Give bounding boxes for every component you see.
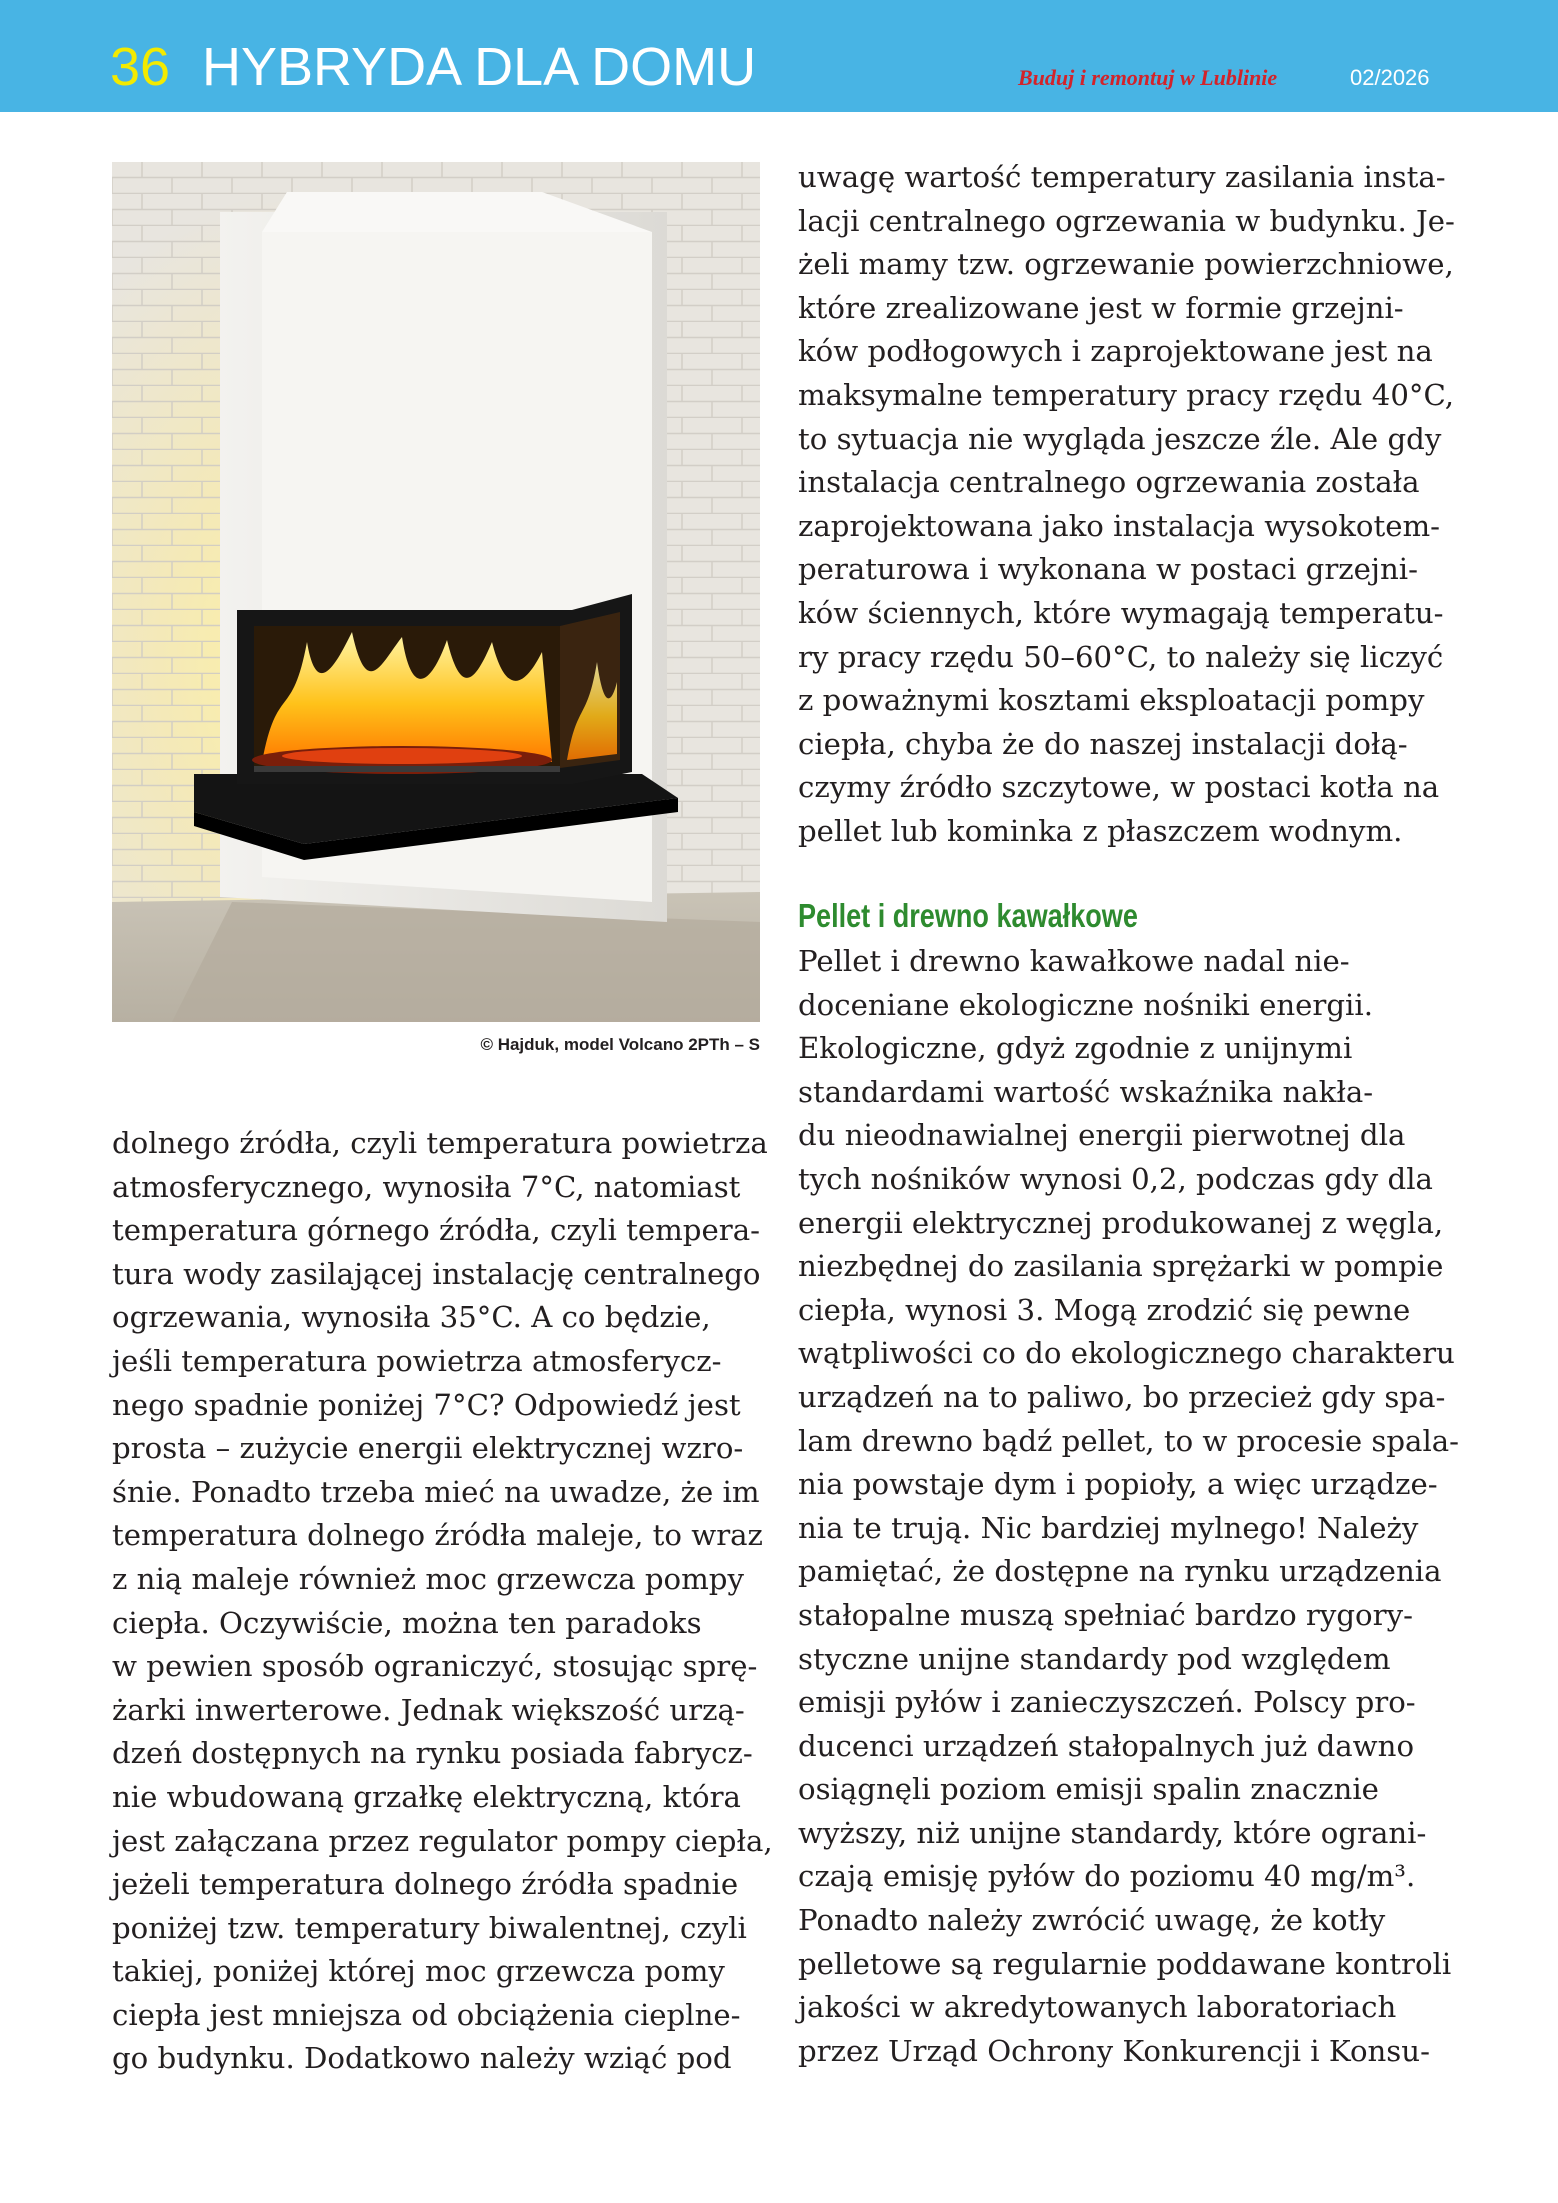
text-line: śnie. Ponadto trzeba mieć na uwadze, że im bbox=[112, 1474, 760, 1509]
subheading: Pellet i drewno kawałkowe bbox=[798, 897, 1138, 934]
text-line: w pewien sposób ograniczyć, stosując sprę- bbox=[112, 1649, 758, 1684]
text-line: peraturowa i wykonana w postaci grzejni- bbox=[798, 552, 1418, 587]
text-line: dzeń dostępnych na rynku posiada fabrycz- bbox=[112, 1736, 753, 1771]
text-line: du nieodnawialnej energii pierwotnej dla bbox=[798, 1118, 1406, 1153]
text-line: żarki inwerterowe. Jednak większość urzą- bbox=[112, 1692, 745, 1727]
text-line: ciepła, chyba że do naszej instalacji dołą- bbox=[798, 726, 1408, 761]
text-line: przez Urząd Ochrony Konkurencji i Konsu- bbox=[798, 2033, 1430, 2068]
text-line: tych nośników wynosi 0,2, podczas gdy dla bbox=[798, 1161, 1433, 1196]
text-line: doceniane ekologiczne nośniki energii. bbox=[798, 987, 1373, 1022]
text-line: nego spadnie poniżej 7°C? Odpowiedź jest bbox=[112, 1387, 741, 1422]
text-line: pamiętać, że dostępne na rynku urządzenia bbox=[798, 1554, 1442, 1589]
text-line: jeżeli temperatura dolnego źródła spadnie bbox=[112, 1867, 739, 1902]
text-line: które zrealizowane jest w formie grzejni- bbox=[798, 290, 1404, 325]
left-column-text bbox=[112, 1122, 773, 2081]
text-line: osiągnęli poziom emisji spalin znacznie bbox=[798, 1772, 1379, 1807]
text-line: nia powstaje dym i popioły, a więc urządze- bbox=[798, 1467, 1438, 1502]
text-line: jest załączana przez regulator pompy ciepła, bbox=[112, 1823, 773, 1858]
text-line: lam drewno bądź pellet, to w procesie spala- bbox=[798, 1423, 1460, 1458]
text-line: ducenci urządzeń stałopalnych już dawno bbox=[798, 1728, 1415, 1763]
magazine-name: Buduj i remontuj w Lublinie bbox=[1018, 65, 1278, 90]
text-line: ciepła jest mniejsza od obciążenia cieplne- bbox=[112, 1997, 741, 2032]
right-column-text-bottom bbox=[798, 940, 1460, 2073]
text-line: czają emisję pyłów do poziomu 40 mg/m³. bbox=[798, 1859, 1416, 1894]
text-line: jakości w akredytowanych laboratoriach bbox=[798, 1990, 1397, 2025]
text-line: wyższy, niż unijne standardy, które ograni- bbox=[798, 1815, 1427, 1850]
page-number: 36 bbox=[110, 37, 171, 97]
text-line: styczne unijne standardy pod względem bbox=[798, 1641, 1391, 1676]
text-line: to sytuacja nie wygląda jeszcze źle. Ale gdy bbox=[798, 421, 1442, 456]
fireplace-photo bbox=[112, 162, 760, 1022]
text-line: tura wody zasilającej instalację centralnego bbox=[112, 1256, 761, 1291]
text-line: energii elektrycznej produkowanej z węgla, bbox=[798, 1205, 1444, 1240]
text-line: Ponadto należy zwrócić uwagę, że kotły bbox=[798, 1903, 1386, 1938]
text-line: niezbędnej do zasilania sprężarki w pompie bbox=[798, 1249, 1444, 1284]
text-line: go budynku. Dodatkowo należy wziąć pod bbox=[112, 2041, 732, 2076]
text-line: ków ściennych, które wymagają temperatu- bbox=[798, 595, 1444, 630]
text-line: pellet lub kominka z płaszczem wodnym. bbox=[798, 813, 1403, 848]
text-line: nia te trują. Nic bardziej mylnego! Należy bbox=[798, 1510, 1419, 1545]
text-line: Pellet i drewno kawałkowe nadal nie- bbox=[798, 944, 1350, 978]
text-line: z poważnymi kosztami eksploatacji pompy bbox=[798, 683, 1425, 718]
text-line: nie wbudowaną grzałkę elektryczną, która bbox=[112, 1779, 741, 1814]
photo-credit: © Hajduk, model Volcano 2PTh – S bbox=[480, 1035, 760, 1054]
text-line: ciepła, wynosi 3. Mogą zrodzić się pewne bbox=[798, 1292, 1411, 1327]
text-line: lacji centralnego ogrzewania w budynku. Je- bbox=[798, 203, 1455, 238]
text-line: prosta – zużycie energii elektrycznej wzro- bbox=[112, 1431, 744, 1466]
text-line: z nią maleje również moc grzewcza pompy bbox=[112, 1561, 744, 1596]
text-line: emisji pyłów i zanieczyszczeń. Polscy pro- bbox=[798, 1685, 1416, 1720]
right-column-text-top bbox=[798, 156, 1455, 854]
text-line: instalacja centralnego ogrzewania została bbox=[798, 465, 1420, 500]
text-line: standardami wartość wskaźnika nakła- bbox=[798, 1074, 1374, 1109]
text-line: pelletowe są regularnie poddawane kontroli bbox=[798, 1946, 1452, 1981]
text-line: stałopalne muszą spełniać bardzo rygory- bbox=[798, 1597, 1413, 1632]
text-line: uwagę wartość temperatury zasilania insta- bbox=[798, 160, 1446, 194]
text-line: urządzeń na to paliwo, bo przecież gdy spa- bbox=[798, 1379, 1446, 1414]
text-line: wątpliwości co do ekologicznego charakteru bbox=[798, 1336, 1455, 1371]
text-line: takiej, poniżej której moc grzewcza pomy bbox=[112, 1954, 725, 1989]
text-line: poniżej tzw. temperatury biwalentnej, czyli bbox=[112, 1910, 747, 1945]
text-line: ciepła. Oczywiście, można ten paradoks bbox=[112, 1605, 702, 1640]
text-line: zaprojektowana jako instalacja wysokotem- bbox=[798, 508, 1441, 543]
text-line: temperatura dolnego źródła maleje, to wraz bbox=[112, 1518, 763, 1553]
issue-number: 02/2026 bbox=[1350, 65, 1430, 90]
text-line: dolnego źródła, czyli temperatura powietrza bbox=[112, 1126, 768, 1160]
text-line: ry pracy rzędu 50–60°C, to należy się liczyć bbox=[798, 639, 1444, 674]
page-header bbox=[0, 0, 1558, 112]
text-line: ków podłogowych i zaprojektowane jest na bbox=[798, 334, 1433, 369]
text-line: atmosferycznego, wynosiła 7°C, natomiast bbox=[112, 1169, 741, 1204]
text-line: Ekologiczne, gdyż zgodnie z unijnymi bbox=[798, 1031, 1353, 1066]
text-line: żeli mamy tzw. ogrzewanie powierzchniowe, bbox=[798, 247, 1454, 282]
text-line: ogrzewania, wynosiła 35°C. A co będzie, bbox=[112, 1300, 711, 1335]
text-line: maksymalne temperatury pracy rzędu 40°C, bbox=[798, 377, 1455, 412]
text-line: jeśli temperatura powietrza atmosferycz- bbox=[112, 1343, 722, 1378]
text-line: czymy źródło szczytowe, w postaci kotła na bbox=[798, 770, 1440, 805]
text-line: temperatura górnego źródła, czyli tempera- bbox=[112, 1213, 760, 1248]
section-title: HYBRYDA DLA DOMU bbox=[202, 37, 757, 97]
